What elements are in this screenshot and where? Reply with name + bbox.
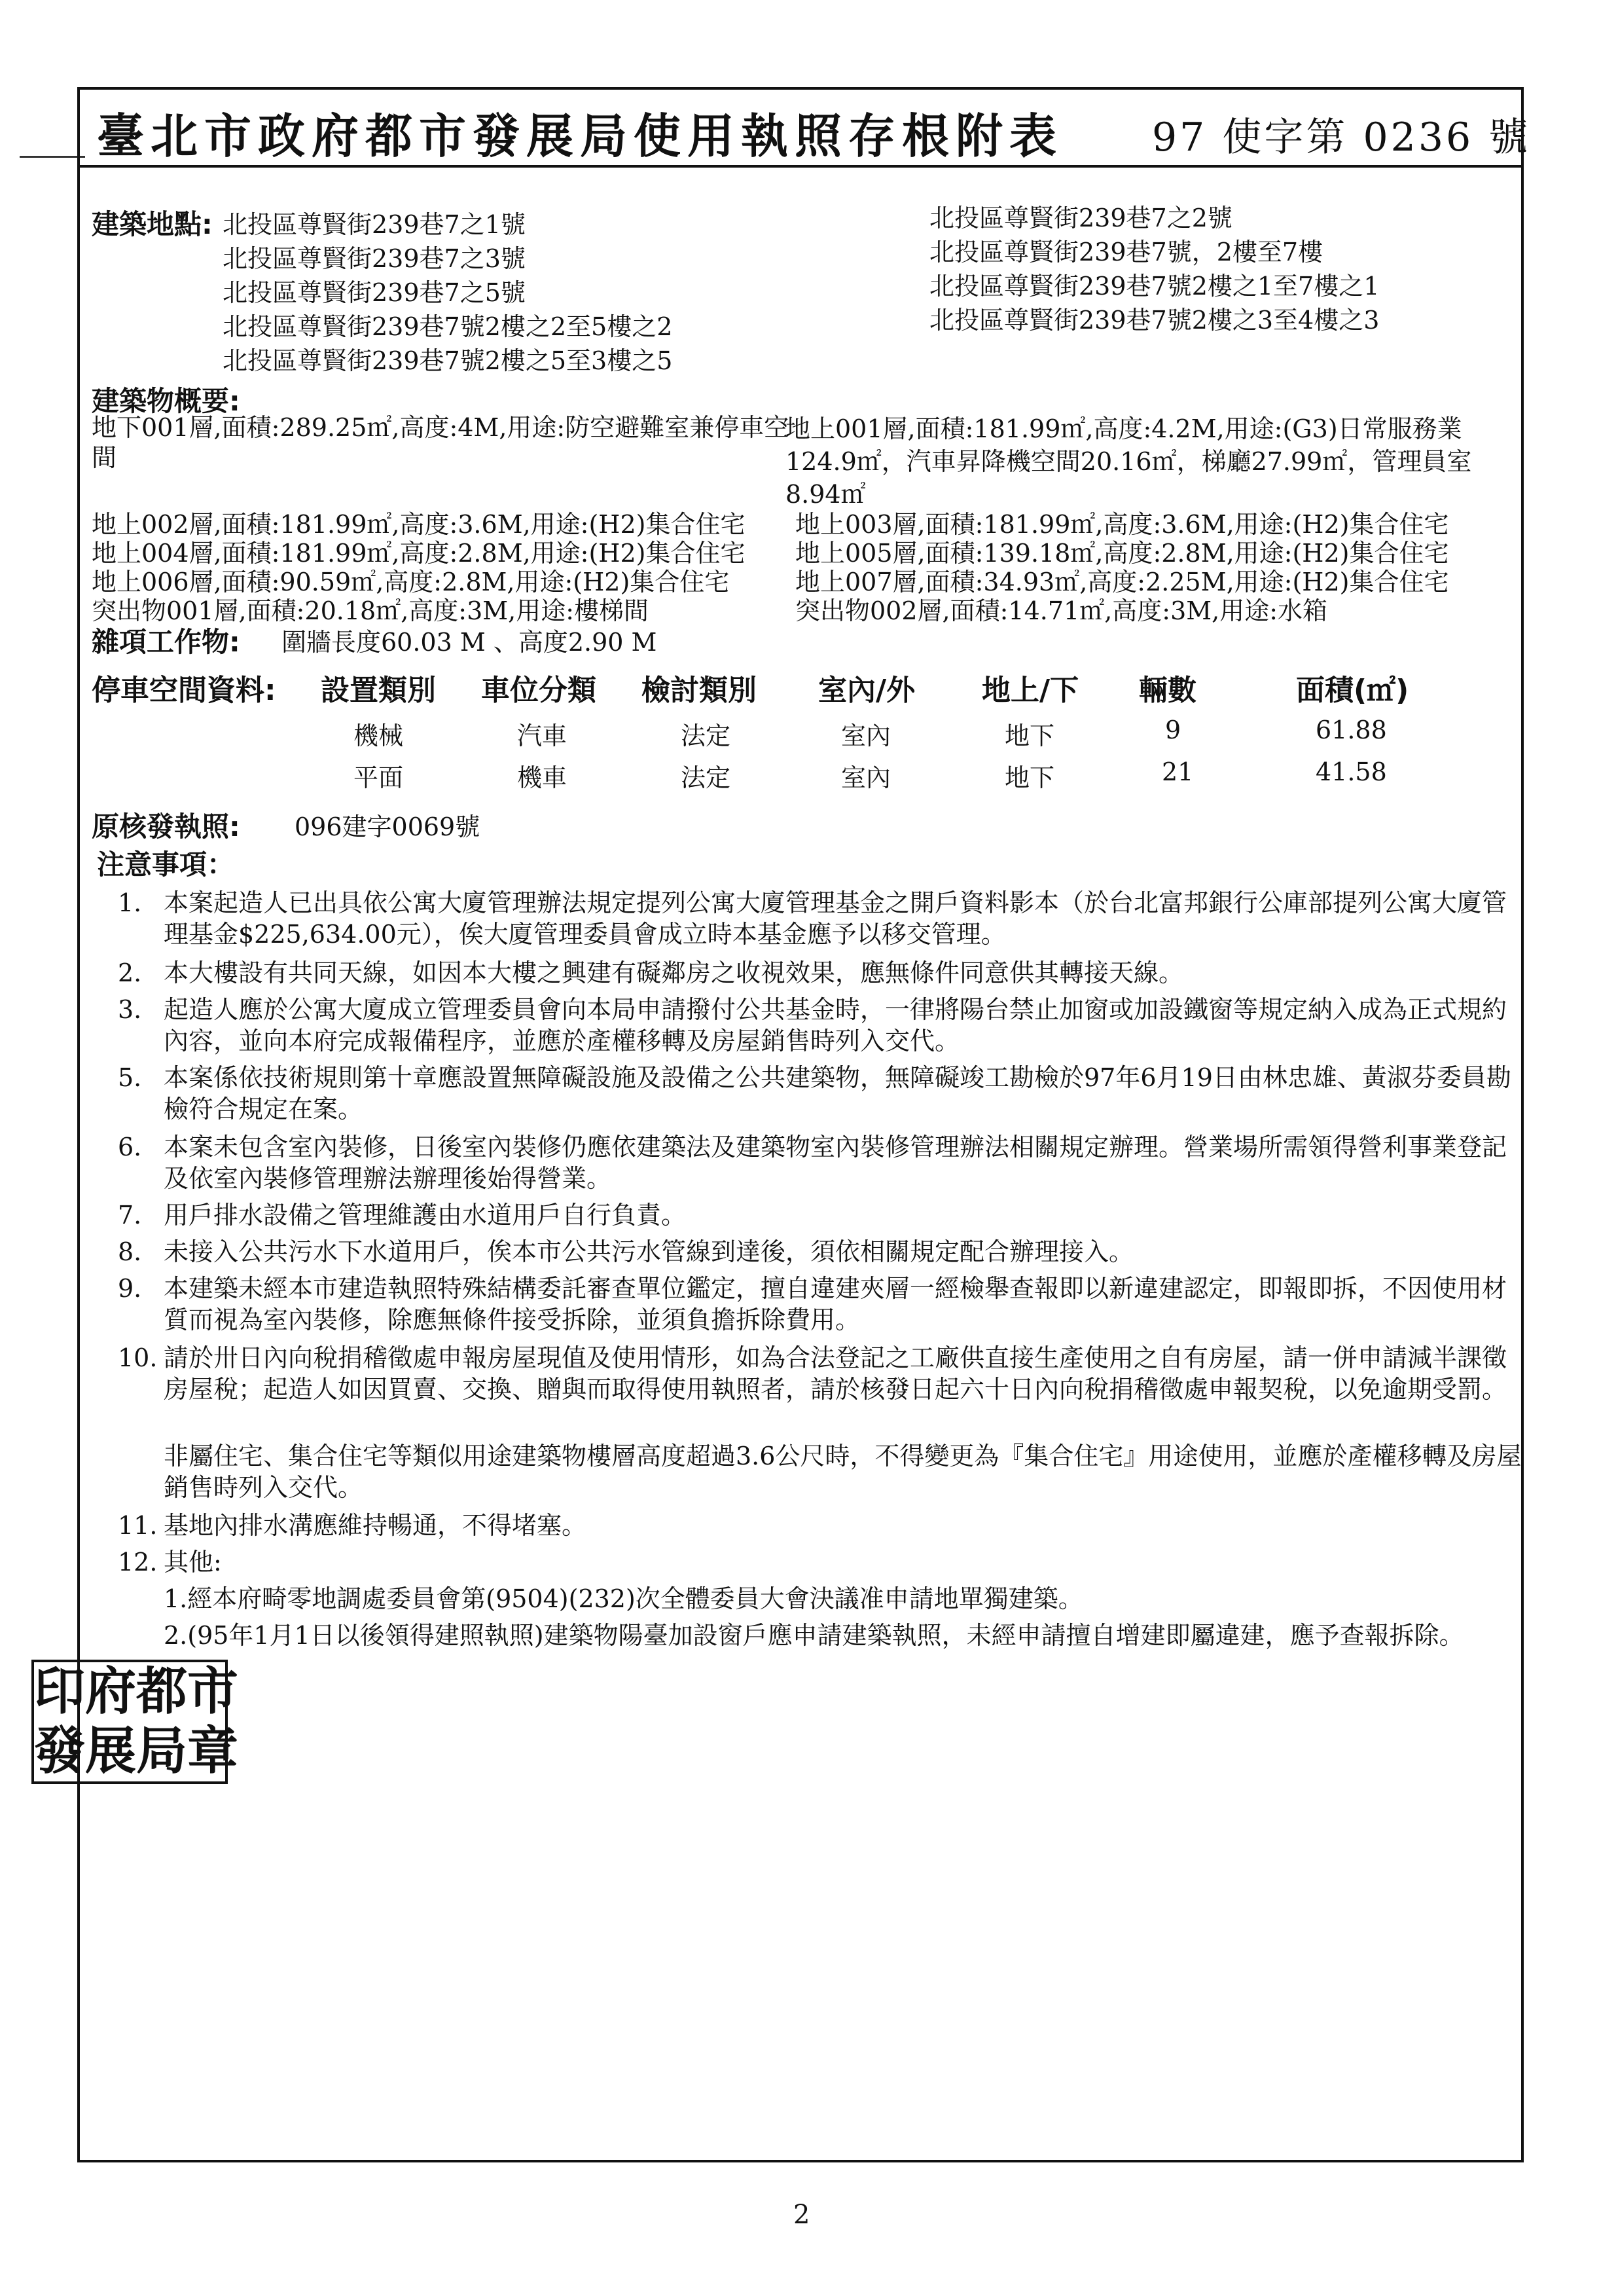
parking-header-review: 檢討類別 — [641, 674, 757, 707]
parking-r2-area: 41.58 — [1316, 757, 1387, 786]
note-3: 3. 起造人應於公寓大廈成立管理委員會向本局申請撥付公共基金時，一律將陽台禁止加窗或加設鐵窗等規定納入成為正式規約內容，並向本府完成報備程序，並應於產權移轉及房屋銷售時列入交代。 — [118, 995, 1507, 1055]
overview-row-3-right: 地上007層,面積:34.93㎡,高度:2.25M,用途:(H2)集合住宅 — [795, 568, 1449, 596]
misc-label: 雜項工作物: — [92, 626, 240, 658]
overview-f1: 地上001層,面積:181.99㎡,高度:4.2M,用途:(G3)日常服務業124.9㎡，汽車昇降機空間20.16㎡，梯廳27.99㎡，管理員室8.94㎡ — [785, 414, 1472, 509]
note-9: 9. 本建築未經本市建造執照特殊結構委託審查單位鑑定，擅自違建夾層一經檢舉查報即以新違建認定，即報即拆，不因使用材質而視為室內裝修，除應無條件接受拆除，並須負擔拆除費用。 — [118, 1274, 1507, 1334]
note-7: 7. 用戶排水設備之管理維護由水道用戶自行負責。 — [118, 1201, 687, 1230]
note-11: 11. 基地內排水溝應維持暢通，不得堵塞。 — [118, 1511, 587, 1540]
parking-r2-count: 21 — [1162, 757, 1194, 786]
address-right-1: 北投區尊賢街239巷7之2號 — [929, 204, 1232, 232]
overview-row-1-left: 地上002層,面積:181.99㎡,高度:3.6M,用途:(H2)集合住宅 — [92, 510, 746, 539]
address-right-3: 北投區尊賢街239巷7號2樓之1至7樓之1 — [929, 272, 1380, 301]
misc-value: 圍牆長度60.03 M 、高度2.90 M — [281, 628, 657, 657]
note-10: 10. 請於卅日內向稅捐稽徵處申報房屋現值及使用情形，如為合法登記之工廠供直接生產使用之自有房屋，請一併申請減半課徵房屋稅；起造人如因買賣、交換、贈與而取得使用執照者，請於核發日起六十日內向稅捐稽徵處申報契稅，以免逾期受罰。 — [118, 1343, 1507, 1404]
parking-label: 停車空間資料: — [92, 674, 276, 707]
note-8: 8. 未接入公共污水下水道用戶，俟本市公共污水管線到達後，須依相關規定配合辦理接入。 — [118, 1237, 1134, 1266]
parking-r1-review: 法定 — [681, 721, 731, 750]
scan-mark — [20, 156, 85, 158]
note-5: 5. 本案係依技術規則第十章應設置無障礙設施及設備之公共建築物，無障礙竣工勘檢於97年6月19日由林忠雄、黃淑芬委員勘檢符合規定在案。 — [118, 1063, 1511, 1123]
parking-header-type: 設置類別 — [321, 674, 436, 707]
parking-header-level: 地上/下 — [982, 674, 1079, 707]
address-right-2: 北投區尊賢街239巷7號，2樓至7樓 — [929, 238, 1323, 266]
address-left-4: 北投區尊賢街239巷7號2樓之2至5樓之2 — [223, 312, 673, 341]
document-frame — [77, 87, 1524, 2162]
overview-row-4-left: 突出物001層,面積:20.18㎡,高度:3M,用途:樓梯間 — [92, 596, 649, 625]
address-left-2: 北投區尊賢街239巷7之3號 — [223, 244, 526, 273]
overview-row-3-left: 地上006層,面積:90.59㎡,高度:2.8M,用途:(H2)集合住宅 — [92, 568, 730, 596]
document-title: 臺北市政府都市發展局使用執照存根附表 — [97, 108, 1064, 164]
address-left-5: 北投區尊賢街239巷7號2樓之5至3樓之5 — [223, 346, 673, 375]
overview-row-4-right: 突出物002層,面積:14.71㎡,高度:3M,用途:水箱 — [795, 596, 1328, 625]
parking-r1-level: 地下 — [1005, 721, 1055, 750]
seal-char: 府 — [85, 1662, 137, 1721]
parking-header-class: 車位分類 — [481, 674, 596, 707]
note-12: 12. 其他: — [118, 1548, 222, 1576]
parking-r1-class: 汽車 — [517, 721, 567, 750]
parking-r1-type: 機械 — [353, 721, 404, 750]
parking-r1-area: 61.88 — [1316, 716, 1387, 744]
parking-r2-type: 平面 — [353, 763, 404, 792]
parking-header-indoor: 室內/外 — [818, 674, 916, 707]
seal-char: 章 — [187, 1721, 239, 1781]
page-number: 2 — [793, 2200, 810, 2230]
original-license-label: 原核發執照: — [92, 811, 240, 843]
note-12-item-1: 1.經本府畸零地調處委員會第(9504)(232)次全體委員大會決議准申請地單獨建築。 — [164, 1584, 1083, 1613]
note-2: 2. 本大樓設有共同天線，如因本大樓之興建有礙鄰房之收視效果，應無條件同意供其轉接天線。 — [118, 958, 1184, 987]
parking-r1-indoor: 室內 — [841, 721, 891, 750]
parking-header-area: 面積(㎡) — [1296, 674, 1409, 707]
address-right-4: 北投區尊賢街239巷7號2樓之3至4樓之3 — [929, 306, 1380, 335]
note-6: 6. 本案未包含室內裝修，日後室內裝修仍應依建築法及建築物室內裝修管理辦法相關規定辦理。營業場所需領得營利事業登記及依室內裝修管理辦法辦理後始得營業。 — [118, 1133, 1507, 1193]
overview-b1: 地下001層,面積:289.25㎡,高度:4M,用途:防空避難室兼停車空間 — [92, 413, 789, 472]
address-left-1: 北投區尊賢街239巷7之1號 — [223, 210, 526, 239]
address-label: 建築地點: — [92, 208, 213, 240]
address-left-3: 北投區尊賢街239巷7之5號 — [223, 278, 526, 307]
overview-row-1-right: 地上003層,面積:181.99㎡,高度:3.6M,用途:(H2)集合住宅 — [795, 510, 1449, 539]
parking-r2-indoor: 室內 — [841, 763, 891, 792]
seal-char: 發 — [34, 1721, 86, 1781]
parking-r2-level: 地下 — [1005, 763, 1055, 792]
overview-row-2-right: 地上005層,面積:139.18㎡,高度:2.8M,用途:(H2)集合住宅 — [795, 539, 1449, 568]
parking-r2-class: 機車 — [517, 763, 567, 792]
seal-char: 都 — [136, 1662, 188, 1721]
seal-char: 展 — [85, 1721, 137, 1781]
parking-r1-count: 9 — [1165, 716, 1181, 744]
note-12-item-2: 2.(95年1月1日以後領得建照執照)建築物陽臺加設窗戶應申請建築執照，未經申請擅自增建即屬違建，應予查報拆除。 — [164, 1621, 1464, 1650]
notes-label: 注意事項： — [97, 848, 235, 881]
parking-r2-review: 法定 — [681, 763, 731, 792]
original-license-value: 096建字0069號 — [295, 812, 480, 841]
seal-char: 市 — [187, 1662, 239, 1721]
parking-header-count: 輛數 — [1139, 674, 1196, 707]
seal-char: 局 — [136, 1721, 188, 1781]
seal-char: 印 — [34, 1662, 86, 1721]
note-1: 1. 本案起造人已出具依公寓大廈管理辦法規定提列公寓大廈管理基金之開戶資料影本（於台北富邦銀行公庫部提列公寓大廈管理基金$225,634.00元），俟大廈管理委員會成立時本基金應予以移交管理。 — [118, 888, 1507, 949]
overview-label: 建築物概要: — [92, 385, 240, 417]
overview-row-2-left: 地上004層,面積:181.99㎡,高度:2.8M,用途:(H2)集合住宅 — [92, 539, 746, 568]
note-10-continued: 非屬住宅、集合住宅等類似用途建築物樓層高度超過3.6公尺時，不得變更為『集合住宅』用途使用，並應於產權移轉及房屋銷售時列入交代。 — [164, 1442, 1522, 1502]
document-number: 97 使字第 0236 號 — [1152, 115, 1531, 160]
official-seal — [31, 1660, 239, 1784]
